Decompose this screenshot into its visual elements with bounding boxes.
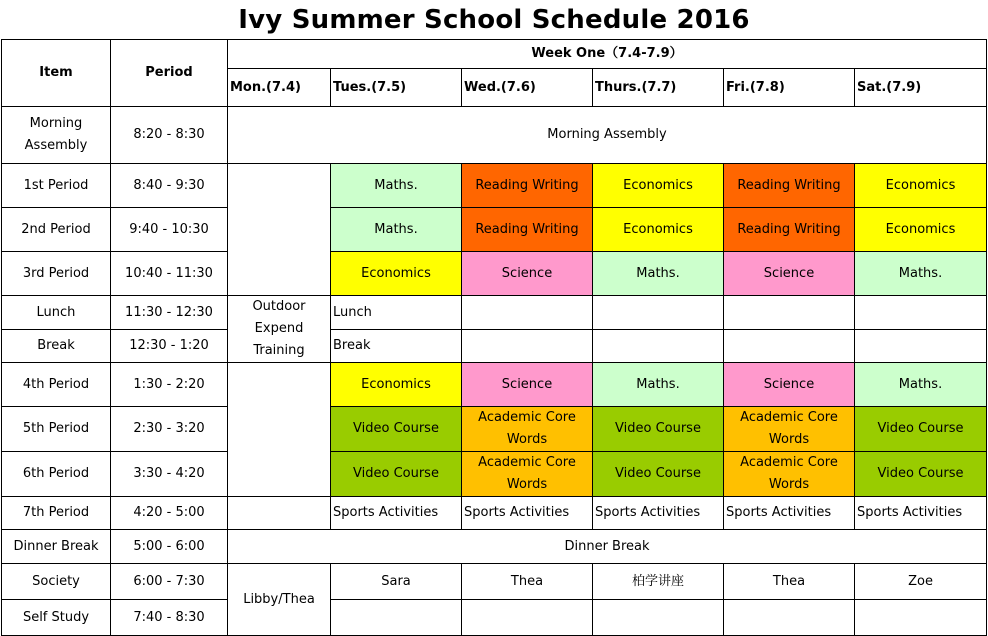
row-item: 1st Period [2,164,111,208]
empty-cell [331,600,462,636]
empty-cell [593,600,724,636]
sports-cell: Sports Activities [593,497,724,530]
empty-cell [724,600,855,636]
monday-evening-cell: Libby/Thea [228,564,331,636]
class-cell: Economics [855,208,987,252]
header-period: Period [111,40,228,107]
society-cell: Thea [462,564,593,600]
row-item: 6th Period [2,452,111,497]
empty-cell [855,296,987,330]
empty-cell [462,330,593,363]
class-cell: Maths. [855,363,987,407]
class-cell: Academic Core Words [462,407,593,452]
row-time: 9:40 - 10:30 [111,208,228,252]
class-cell: Reading Writing [462,208,593,252]
class-cell: Maths. [331,208,462,252]
sports-cell: Sports Activities [331,497,462,530]
row-item: Dinner Break [2,530,111,564]
row-time: 11:30 - 12:30 [111,296,228,330]
empty-cell [724,296,855,330]
class-cell: Economics [331,252,462,296]
row-item-label: Morning Assembly [24,116,88,153]
class-cell: Video Course [331,452,462,497]
class-cell: Science [724,252,855,296]
class-cell: Maths. [331,164,462,208]
class-cell: Reading Writing [462,164,593,208]
class-cell: Video Course [593,407,724,452]
class-cell: Economics [593,208,724,252]
class-cell: Video Course [593,452,724,497]
row-item: Society [2,564,111,600]
row-time: 12:30 - 1:20 [111,330,228,363]
class-cell: Academic Core Words [724,452,855,497]
header-item: Item [2,40,111,107]
row-time: 3:30 - 4:20 [111,452,228,497]
lunch-label: Lunch [331,296,462,330]
empty-cell [593,296,724,330]
class-cell: Maths. [593,363,724,407]
row-time: 6:00 - 7:30 [111,564,228,600]
day-header: Fri.(7.8) [724,69,855,107]
sports-cell: Sports Activities [462,497,593,530]
day-header: Tues.(7.5) [331,69,462,107]
class-cell: Maths. [593,252,724,296]
class-cell: Video Course [331,407,462,452]
morning-assembly-cell: Morning Assembly [228,107,987,164]
class-cell: Science [724,363,855,407]
break-label: Break [331,330,462,363]
row-item: 2nd Period [2,208,111,252]
row-item: 3rd Period [2,252,111,296]
society-cell: Sara [331,564,462,600]
schedule-table [1,39,987,636]
class-cell: Video Course [855,407,987,452]
row-item: Self Study [2,600,111,636]
empty-cell [855,600,987,636]
row-item: 7th Period [2,497,111,530]
row-time: 5:00 - 6:00 [111,530,228,564]
day-header: Thurs.(7.7) [593,69,724,107]
dinner-break-cell: Dinner Break [228,530,987,564]
monday-outdoor-training: Outdoor Expend Training [228,296,331,363]
row-time: 1:30 - 2:20 [111,363,228,407]
row-item: 4th Period [2,363,111,407]
class-cell: Science [462,252,593,296]
day-header: Wed.(7.6) [462,69,593,107]
day-header: Sat.(7.9) [855,69,987,107]
society-cell: Zoe [855,564,987,600]
page-title: Ivy Summer School Schedule 2016 [238,5,750,35]
class-cell: Video Course [855,452,987,497]
sports-cell: Sports Activities [724,497,855,530]
row-time: 4:20 - 5:00 [111,497,228,530]
class-cell: Reading Writing [724,208,855,252]
row-time: 8:40 - 9:30 [111,164,228,208]
empty-cell [228,497,331,530]
row-item: 5th Period [2,407,111,452]
row-time: 8:20 - 8:30 [111,107,228,164]
monday-block-top [228,164,331,296]
society-cell: Thea [724,564,855,600]
row-time: 7:40 - 8:30 [111,600,228,636]
day-header: Mon.(7.4) [228,69,331,107]
monday-block-bottom [228,363,331,497]
row-item: Lunch [2,296,111,330]
class-cell: Economics [855,164,987,208]
row-time: 2:30 - 3:20 [111,407,228,452]
row-time: 10:40 - 11:30 [111,252,228,296]
society-cell: 柏学讲座 [593,564,724,600]
row-item: Break [2,330,111,363]
sports-cell: Sports Activities [855,497,987,530]
class-cell: Maths. [855,252,987,296]
empty-cell [462,600,593,636]
empty-cell [462,296,593,330]
empty-cell [855,330,987,363]
class-cell: Science [462,363,593,407]
class-cell: Reading Writing [724,164,855,208]
class-cell: Economics [593,164,724,208]
class-cell: Economics [331,363,462,407]
class-cell: Academic Core Words [724,407,855,452]
class-cell: Academic Core Words [462,452,593,497]
empty-cell [724,330,855,363]
row-item [2,107,111,164]
header-week: Week One（7.4-7.9） [228,40,987,69]
empty-cell [593,330,724,363]
